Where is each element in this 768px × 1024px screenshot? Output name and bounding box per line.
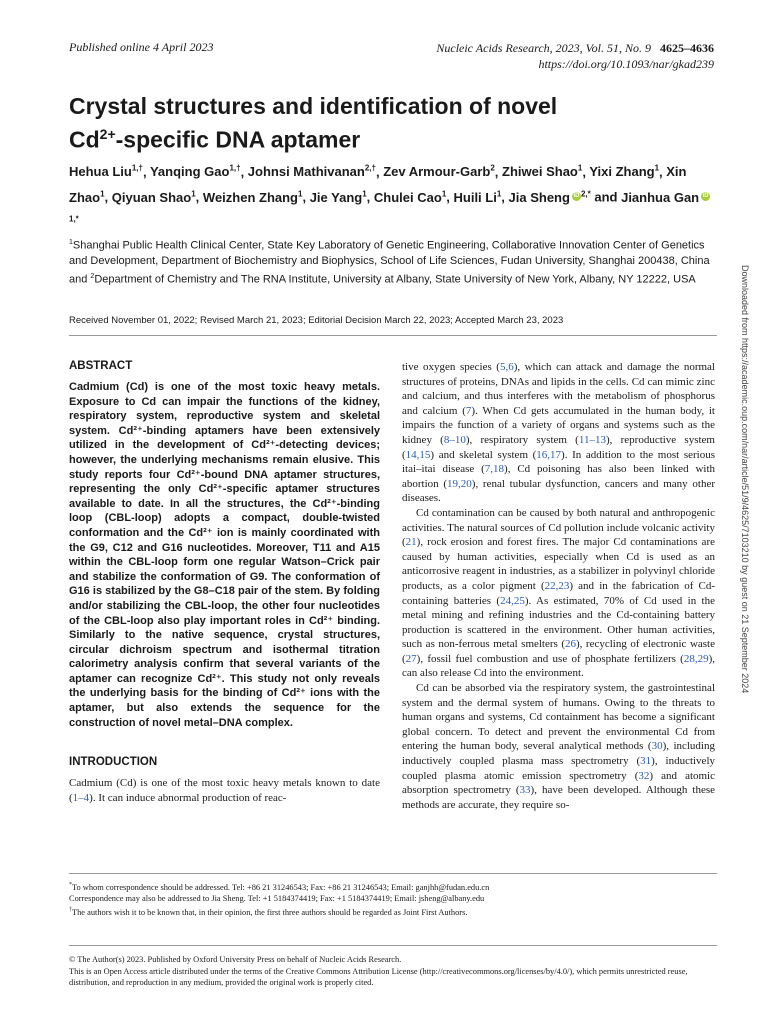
published-date: Published online 4 April 2023: [69, 40, 214, 54]
citation-link[interactable]: 11–13: [578, 433, 606, 446]
citation-link[interactable]: 7,18: [484, 463, 505, 476]
title-suffix: -specific DNA aptamer: [115, 126, 361, 153]
body-text: ), rock erosion and forest fires. The major Cd contaminations are caused by human activities, especially when Cd is used as an anticorrosive reagent in industries, as a stabilizer in polyvinyl chloride products, as a color pigment (: [402, 536, 715, 592]
body-text: ), including inductively coupled plasma mass spectrometry (: [402, 740, 715, 768]
body-text: tive oxygen species (: [402, 361, 500, 373]
abstract-heading: ABSTRACT: [69, 360, 133, 372]
footnote-corresponding: [69, 880, 715, 893]
author-text: Weizhen Zhang: [202, 189, 299, 205]
download-watermark: [734, 265, 756, 765]
right-column: [402, 360, 715, 812]
citation-link[interactable]: 33: [519, 784, 531, 797]
author-name: [454, 190, 502, 205]
author-affiliation-marker: 1: [362, 189, 367, 199]
footnote-correspondence-2: Correspondence may also be addressed to Jia Sheng. Tel: +1 5184374419; Fax: +1 5184374419; Email: jsheng@albany.edu: [69, 894, 485, 904]
author-text: Jia Sheng: [508, 189, 570, 205]
copyright-line: © The Author(s) 2023. Published by Oxford University Press on behalf of Nucleic Acids Research.: [69, 955, 402, 964]
author-text: Xin Zhao: [69, 164, 687, 205]
author-name: [374, 190, 446, 205]
title-line-2: [69, 120, 709, 154]
body-text: ), reproductive system (: [402, 433, 715, 461]
author-affiliation-marker: 1: [577, 164, 583, 173]
body-text: ), respiratory system (: [465, 433, 579, 446]
author-text: Zev Armour-Garb: [383, 164, 491, 180]
footnote-3-text: The authors wish it to be known that, in their opinion, the first three authors should be regarded as Joint First Authors.: [72, 907, 468, 917]
citation-link[interactable]: 30: [651, 740, 663, 753]
body-text: Cd contamination can be caused by both natural and anthropogenic activities. The natural sources of Cd pollution include volcanic activity (: [402, 506, 715, 549]
author-affiliation-marker: 1,†: [229, 164, 241, 173]
author-affiliation-marker: 1: [191, 189, 196, 199]
citation-link[interactable]: 32: [638, 769, 650, 782]
intro-text: Cadmium (Cd) is one of the most toxic heavy metals known to date (: [69, 777, 380, 804]
citation-link[interactable]: 5,6: [499, 361, 514, 373]
orcid-icon[interactable]: iD: [702, 192, 709, 199]
footnote-1-text: To whom correspondence should be addressed. Tel: +86 21 31246543; Fax: +86 21 31246543; Email: ganjhh@fudan.edu.cn: [72, 882, 490, 892]
journal-citation: Nucleic Acids Research, 2023, Vol. 51, No. 9: [436, 41, 651, 55]
body-text: ) and in the fabrication of Cd-containing batteries (: [402, 579, 715, 607]
author-text: Qiyuan Shao: [111, 189, 192, 205]
author-affiliation-marker: 1: [298, 189, 303, 199]
author-affiliation-marker: 1,*: [69, 214, 79, 224]
body-text: Cd can be absorbed via the respiratory system, the gastrointestinal system and the dermal system of humans. Owing to the threats to human organs and systems, Cd containment has become a significant global concern. To detect and prevent the environmental Cd from entering the human body, several analytical methods (: [402, 682, 715, 753]
title-cd: Cd: [69, 126, 100, 153]
author-name: [509, 190, 591, 205]
paragraph-1: [402, 360, 715, 506]
author-affiliation-marker: 1: [654, 164, 660, 173]
author-affiliation-marker: 2,*: [580, 189, 591, 199]
body-text: ). As estimated, 70% of Cd used in the metal mining and refining industries and the Cd-containing battery production is scattered in the environment. Other human activities, such as non-ferrous metal smelters (: [402, 594, 715, 651]
footnotes: [69, 880, 715, 918]
body-text: ). In addition to the most serious itai–itai disease (: [402, 448, 715, 476]
author-name: [69, 164, 143, 179]
introduction-heading: INTRODUCTION: [69, 756, 158, 769]
author-affiliation-marker: 1,†: [131, 164, 143, 173]
body-text: ). When Cd gets accumulated in the human body, it impairs the function of a variety of organs and systems such as the kidney (: [402, 404, 715, 446]
copyright-notice: [69, 954, 715, 989]
body-text: ), can also release Cd into the environment.: [402, 652, 715, 680]
title-superscript: 2+: [99, 126, 116, 142]
author-text: Zhiwei Shao: [502, 164, 578, 180]
body-text: ), which can attack and damage the normal structures of proteins, DNAs and lipids in the cells. Cd can mimic zinc and calcium, and thus interferes with the metabolism of phosphorus and calcium (: [402, 361, 715, 417]
author-text: Hehua Liu: [69, 164, 132, 180]
author-name: [203, 190, 303, 205]
doi-link[interactable]: https://doi.org/10.1093/nar/gkad239: [538, 57, 714, 71]
author-name: [248, 164, 376, 179]
affiliation-1-marker: 1: [69, 239, 73, 246]
body-text: ) and atomic absorption spectrometry (: [402, 769, 716, 797]
body-text: ), fossil fuel combustion and use of phosphate fertilizers (: [416, 652, 684, 665]
author-text: Jianhua Gan: [621, 189, 700, 205]
affiliations: [69, 235, 719, 287]
title-line-1: Crystal structures and identification of novel: [69, 93, 558, 119]
author-affiliation-marker: 1: [496, 189, 502, 199]
citation-link[interactable]: 7: [465, 404, 472, 417]
citation-link[interactable]: 26: [565, 638, 576, 651]
author-text: Chulei Cao: [373, 189, 442, 205]
paper-title: [69, 92, 709, 154]
citation-link[interactable]: 22,23: [544, 579, 570, 592]
citation-link[interactable]: 19,20: [447, 477, 472, 490]
introduction-paragraph: [69, 776, 380, 805]
page-range: 4625–4636: [660, 41, 714, 55]
intro-text-end: ). It can induce abnormal production of reac-: [89, 791, 287, 804]
copyright-divider: [69, 945, 717, 946]
author-text: Jie Yang: [309, 189, 363, 205]
author-affiliation-marker: 2: [490, 164, 495, 173]
left-column: [69, 360, 380, 805]
citation-link[interactable]: 8–10: [443, 433, 466, 446]
received-dates: Received November 01, 2022; Revised March 21, 2023; Editorial Decision March 22, 2023; Accepted March 23, 2023: [69, 315, 564, 326]
author-name: [310, 190, 367, 205]
author-text: Yixi Zhang: [589, 164, 655, 180]
affiliation-1: Shanghai Public Health Clinical Center, State Key Laboratory of Genetic Engineering, Collaborative Innovation Center of Genetics and Development, Department of Biochemistry and Biophysics, School of Life Sciences, Fudan University, Shanghai 200438, China and: [69, 239, 710, 286]
author-name: [112, 190, 196, 205]
author-affiliation-marker: 2,†: [364, 164, 376, 173]
citation-link[interactable]: 1–4: [72, 791, 90, 804]
body-text: ), renal tubular dysfunction, cancers and many other diseases.: [402, 477, 715, 505]
author-text: Johnsi Mathivanan: [247, 164, 365, 180]
citation-link[interactable]: 28,29: [683, 652, 709, 665]
body-text: ), recycling of electronic waste (: [402, 638, 715, 665]
citation-link[interactable]: 31: [640, 755, 652, 768]
license-text: This is an Open Access article distributed under the terms of the Creative Commons Attribution License (http://creativecommons.org/licenses/by/4.0/), which permits unrestricted reuse, distribution, and reproduction in any medium, provided the original work is properly cited.: [69, 966, 688, 987]
body-text: ), inductively coupled plasma atomic emission spectrometry (: [402, 755, 715, 782]
author-name: [502, 164, 582, 179]
author-list: Hehua Liu$^{1,\dagger}$, Yanqing Gao$^{1,\dagger}$, Johnsi Mathivanan$^{2,\dagger}$, Zev Armour-Garb$^2$, Zhiwei Shao$^1$, Yixi Zhang$^1$, Xin Zhao$^1$, Qiyuan Shao$^1$, Weizhen Zhang$^1$, Jie Yang$^1$, Chulei Cao$^1$, Huili Li$^1$, Jia Sheng iD $^{2,*}$ and Jianhua Gan $iD^{1,*}$: [69, 158, 719, 234]
abstract-text: Cadmium (Cd) is one of the most toxic heavy metals. Exposure to Cd can impair the functions of the kidney, respiratory system, reproductive system and skeletal system. Cd²⁺-binding aptamers have been extensively utilized in the development of Cd²⁺-detecting devices; however, the underlying mechanisms remain elusive. This study reports four Cd²⁺-bound DNA aptamer structures, representing the only Cd²⁺-specific aptamer structures available to date. In all the structures, the Cd²⁺-binding loop (CBL-loop) adopts a compact, double-twisted conformation and the Cd²⁺ ion is mainly coordinated with the G9, C12 and G16 nucleotides. Moreover, T11 and A15 within the CBL-loop form one regular Watson–Crick pair and stabilize the conformation of G9. The conformation of G16 is stabilized by the G8–C18 pair of the stem. By folding and/or stabilizing the CBL-loop, the other four nucleotides of the CBL-loop also play important roles in Cd²⁺ binding. Similarly to the native sequence, crystal structures, circular dichroism spectrum and isothermal titration calorimetry analysis confirm that several variants of the aptamer can recognize Cd²⁺. This study not only reveals the underlying basis for the binding of Cd²⁺ ions with the aptamer, but also extends the sequence for the construction of novel metal–DNA complex.: [69, 381, 380, 729]
orcid-icon[interactable]: iD: [573, 192, 580, 199]
author-affiliation-marker: 1: [100, 189, 105, 199]
author-name: [150, 164, 241, 179]
footnote-dagger: †: [69, 906, 72, 913]
author-name: [383, 164, 495, 179]
header-divider: [69, 335, 717, 336]
citation-link[interactable]: 24,25: [500, 594, 525, 607]
journal-header: [436, 40, 714, 72]
footnote-joint-authors: [69, 905, 715, 918]
body-text: ) and skeletal system (: [430, 448, 537, 461]
footnote-asterisk: *: [69, 882, 72, 888]
author-name: [589, 164, 659, 179]
author-text: Yanqing Gao: [149, 164, 230, 180]
citation-link[interactable]: 14,15: [405, 448, 431, 461]
footnote-divider: [69, 873, 717, 874]
paragraph-2: [402, 506, 715, 681]
citation-link[interactable]: 27: [405, 652, 417, 665]
body-text: ), have been developed. Although these methods are accurate, they require so-: [402, 784, 715, 811]
author-text: Huili Li: [453, 189, 497, 205]
body-text: ), Cd poisoning has also been linked with abortion (: [402, 463, 715, 490]
download-watermark-text: Downloaded from https://academic.oup.com/nar/article/51/9/4625/7103210 by guest on 21 September 2024: [740, 265, 750, 694]
paragraph-3: [402, 681, 715, 812]
citation-link[interactable]: 16,17: [536, 448, 562, 461]
affiliation-2-marker: 2: [90, 272, 95, 280]
citation-link[interactable]: 21: [405, 536, 417, 549]
author-affiliation-marker: 1: [441, 189, 447, 199]
affiliation-2: Department of Chemistry and The RNA Institute, University at Albany, State University of New York, Albany, NY 12222, USA: [94, 273, 696, 286]
